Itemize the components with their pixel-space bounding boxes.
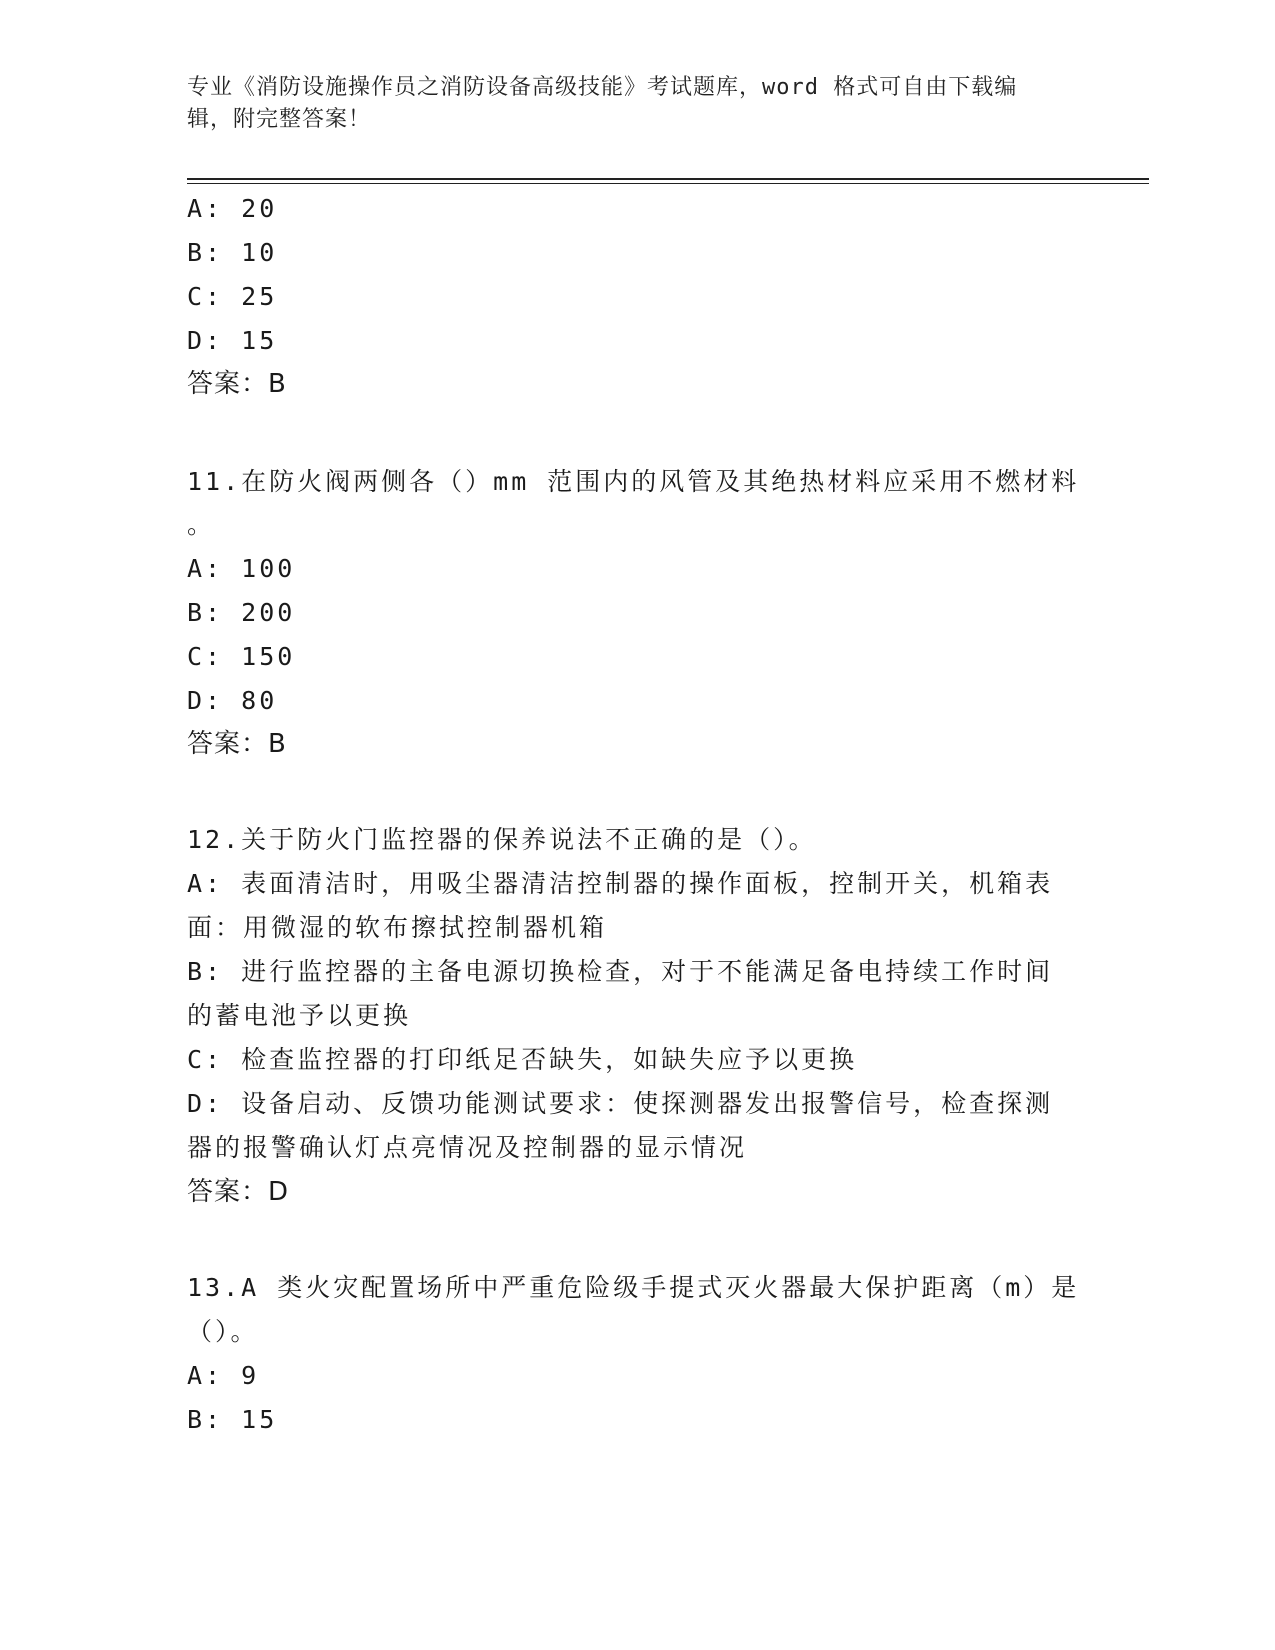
document-header: [187, 72, 1087, 136]
q10-option-a: A: 20: [187, 194, 278, 223]
q12-option-a-line-1: A: 表面清洁时，用吸尘器清洁控制器的操作面板，控制开关，机箱表: [187, 869, 1054, 898]
q10-option-d: D: 15: [187, 326, 278, 355]
q13-option-a: A: 9: [187, 1361, 260, 1390]
q12-option-b-line-2: 的蓄电池予以更换: [187, 1001, 412, 1030]
q11-option-b: B: 200: [187, 598, 296, 627]
q13-stem-line-2: （）。: [187, 1317, 259, 1346]
q13-option-b: B: 15: [187, 1405, 278, 1434]
q11-option-a: A: 100: [187, 554, 296, 583]
q10-answer: 答案：B: [187, 369, 287, 399]
q11-answer: 答案：B: [187, 729, 287, 759]
q12-option-c: C: 检查监控器的打印纸足否缺失，如缺失应予以更换: [187, 1045, 858, 1074]
q12-stem: 12.关于防火门监控器的保养说法不正确的是（）。: [187, 825, 817, 854]
q11-stem-line-1: 11.在防火阀两侧各（）mm 范围内的风管及其绝热材料应采用不燃材料: [187, 467, 1080, 496]
q12-option-d-line-2: 器的报警确认灯点亮情况及控制器的显示情况: [187, 1133, 748, 1162]
q12-answer: 答案：D: [187, 1177, 290, 1207]
q11-option-c: C: 150: [187, 642, 296, 671]
q10-option-c: C: 25: [187, 282, 278, 311]
header-line-2: 辑，附完整答案！: [187, 107, 372, 132]
header-divider-thick: [187, 178, 1149, 180]
q10-option-b: B: 10: [187, 238, 278, 267]
q13-stem-line-1: 13.A 类火灾配置场所中严重危险级手提式灭火器最大保护距离（m）是: [187, 1273, 1080, 1302]
header-divider-thin: [187, 183, 1149, 184]
header-line-1: 专业《消防设施操作员之消防设备高级技能》考试题库，word 格式可自由下载编: [187, 75, 1018, 100]
q11-option-d: D: 80: [187, 686, 278, 715]
q12-option-b-line-1: B: 进行监控器的主备电源切换检查，对于不能满足备电持续工作时间: [187, 957, 1054, 986]
q11-stem-line-2: 。: [187, 510, 216, 539]
q12-option-d-line-1: D: 设备启动、反馈功能测试要求：使探测器发出报警信号，检查探测: [187, 1089, 1054, 1118]
q12-option-a-line-2: 面：用微湿的软布擦拭控制器机箱: [187, 913, 608, 942]
